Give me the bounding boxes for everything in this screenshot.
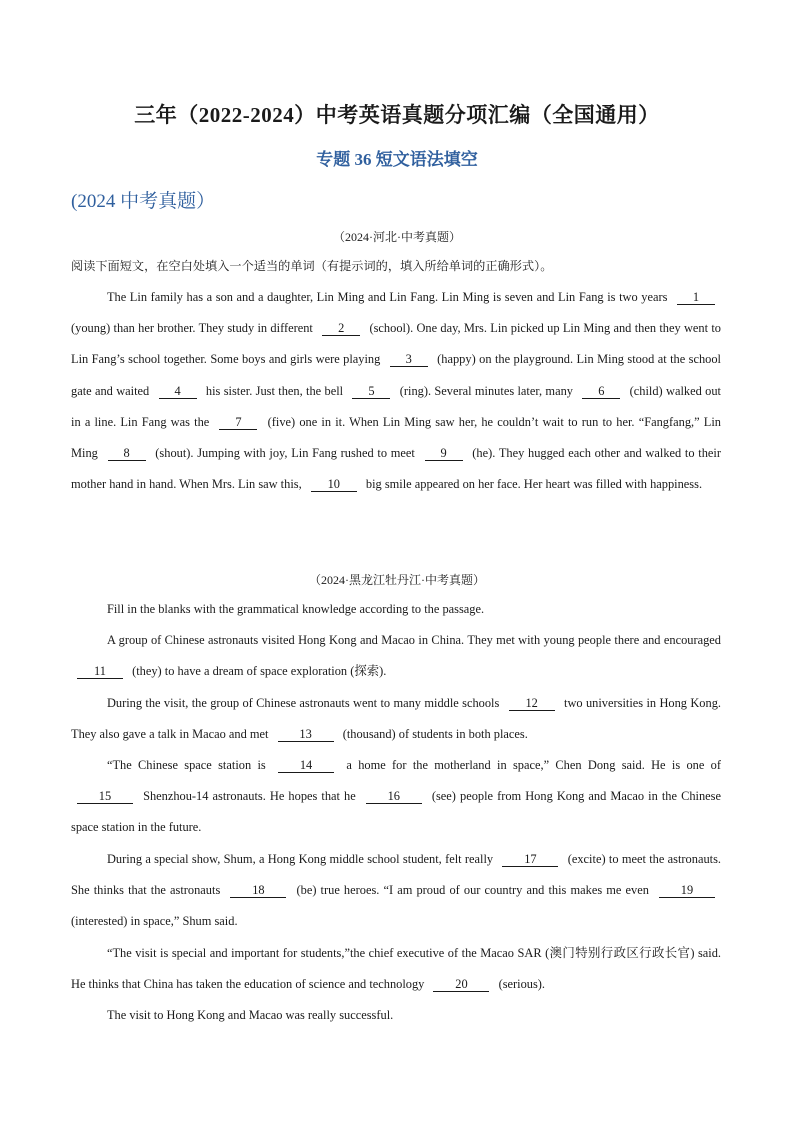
blank-14: 14 xyxy=(278,759,334,773)
passage-text: (be) true heroes. “I am proud of our country and this makes me even xyxy=(292,883,653,898)
blank-11: 11 xyxy=(77,665,123,679)
q2-instruction: Fill in the blanks with the grammatical knowledge according to the passage. xyxy=(106,602,485,616)
q1-source: （2024·河北·中考真题） xyxy=(333,230,461,244)
passage-text: (five) one in it. When Lin Ming saw her, he couldn’t wait to run to her. “Fangfang,” Lin Ming xyxy=(71,414,721,461)
passage-text: The Lin family has a son and a daughter, Lin Ming and Lin Fang. Lin Ming is seven and Lin Fang is two years xyxy=(106,290,671,304)
passage-text: (see) people from Hong Kong and Macao in the Chinese space station in the future. xyxy=(71,789,721,835)
blank-13: 13 xyxy=(278,728,334,742)
blank-6: 6 xyxy=(582,385,620,399)
q2-paragraph-2 xyxy=(71,688,721,750)
q2-source: （2024·黑龙江牡丹江·中考真题） xyxy=(309,573,485,587)
passage-text: Shenzhou-14 astronauts. He hopes that he xyxy=(139,789,360,804)
q1-instruction: 阅读下面短文，在空白处填入一个适当的单词（有提示词的，填入所给单词的正确形式）。 xyxy=(71,259,553,273)
blank-9: 9 xyxy=(425,447,463,461)
passage-text: A group of Chinese astronauts visited Hong Kong and Macao in China. They met with young people there and encouraged xyxy=(106,633,721,647)
passage-text: (excite) to meet the astronauts. She thinks that the astronauts xyxy=(71,852,722,898)
q2-paragraph-6: The visit to Hong Kong and Macao was really successful. xyxy=(106,1008,394,1022)
passage-text: (they) to have a dream of space exploration (探索). xyxy=(129,664,387,679)
passage-text: (serious). xyxy=(495,977,546,992)
passage-text: During the visit, the group of Chinese astronauts went to many middle schools xyxy=(106,696,503,710)
blank-17: 17 xyxy=(502,853,558,867)
q2-paragraph-3 xyxy=(71,750,721,844)
passage-text: “The Chinese space station is xyxy=(106,758,273,772)
q2-paragraph-4 xyxy=(71,844,721,938)
blank-10: 10 xyxy=(311,478,357,492)
passage-text: “The visit is special and important for students,”the chief executive of the Macao SAR (澳门特别行政区行政长官) said. He thinks that China has taken the education of science and technology xyxy=(71,946,721,992)
passage-text: a home for the motherland in space,” Chen Dong said. He is one of xyxy=(340,758,721,772)
document-title: 三年（2022-2024）中考英语真题分项汇编（全国通用） xyxy=(134,103,660,127)
passage-text: (thousand) of students in both places. xyxy=(339,727,528,742)
passage-text: (shout). Jumping with joy, Lin Fang rushed to meet xyxy=(151,446,419,461)
passage-text: big smile appeared on her face. Her heart was filled with happiness. xyxy=(362,477,703,492)
blank-3: 3 xyxy=(390,353,428,367)
blank-8: 8 xyxy=(108,447,146,461)
passage-text: (young) than her brother. They study in different xyxy=(71,321,317,336)
blank-18: 18 xyxy=(230,884,286,898)
topic-subtitle: 专题 36 短文语法填空 xyxy=(316,150,478,169)
passage-text: (ring). Several minutes later, many xyxy=(396,383,577,398)
passage-text: (happy) on the playground. Lin Ming stood at the school gate and waited xyxy=(71,352,721,398)
passage-text: During a special show, Shum, a Hong Kong middle school student, felt really xyxy=(106,852,497,866)
blank-4: 4 xyxy=(159,385,197,399)
passage-text: his sister. Just then, the bell xyxy=(202,383,347,398)
passage-text: two universities in Hong Kong. They also gave a talk in Macao and met xyxy=(71,696,721,742)
q1-passage xyxy=(71,282,721,500)
blank-20: 20 xyxy=(433,978,489,992)
q2-paragraph-1 xyxy=(71,625,721,687)
passage-text: (school). One day, Mrs. Lin picked up Lin Ming and then they went to Lin Fang’s school together. Some boys and girls were playing xyxy=(71,321,721,367)
blank-15: 15 xyxy=(77,790,133,804)
blank-7: 7 xyxy=(219,416,257,430)
q2-paragraph-5 xyxy=(71,938,721,1000)
blank-12: 12 xyxy=(509,697,555,711)
blank-2: 2 xyxy=(322,322,360,336)
passage-text: (child) walked out in a line. Lin Fang was the xyxy=(71,383,721,429)
blank-16: 16 xyxy=(366,790,422,804)
passage-text: (interested) in space,” Shum said. xyxy=(71,914,238,929)
blank-19: 19 xyxy=(659,884,715,898)
passage-text: (he). They hugged each other and walked to their mother hand in hand. When Mrs. Lin saw this, xyxy=(71,446,721,492)
blank-1: 1 xyxy=(677,291,715,305)
blank-5: 5 xyxy=(352,385,390,399)
section-heading: (2024 中考真题） xyxy=(71,191,216,212)
